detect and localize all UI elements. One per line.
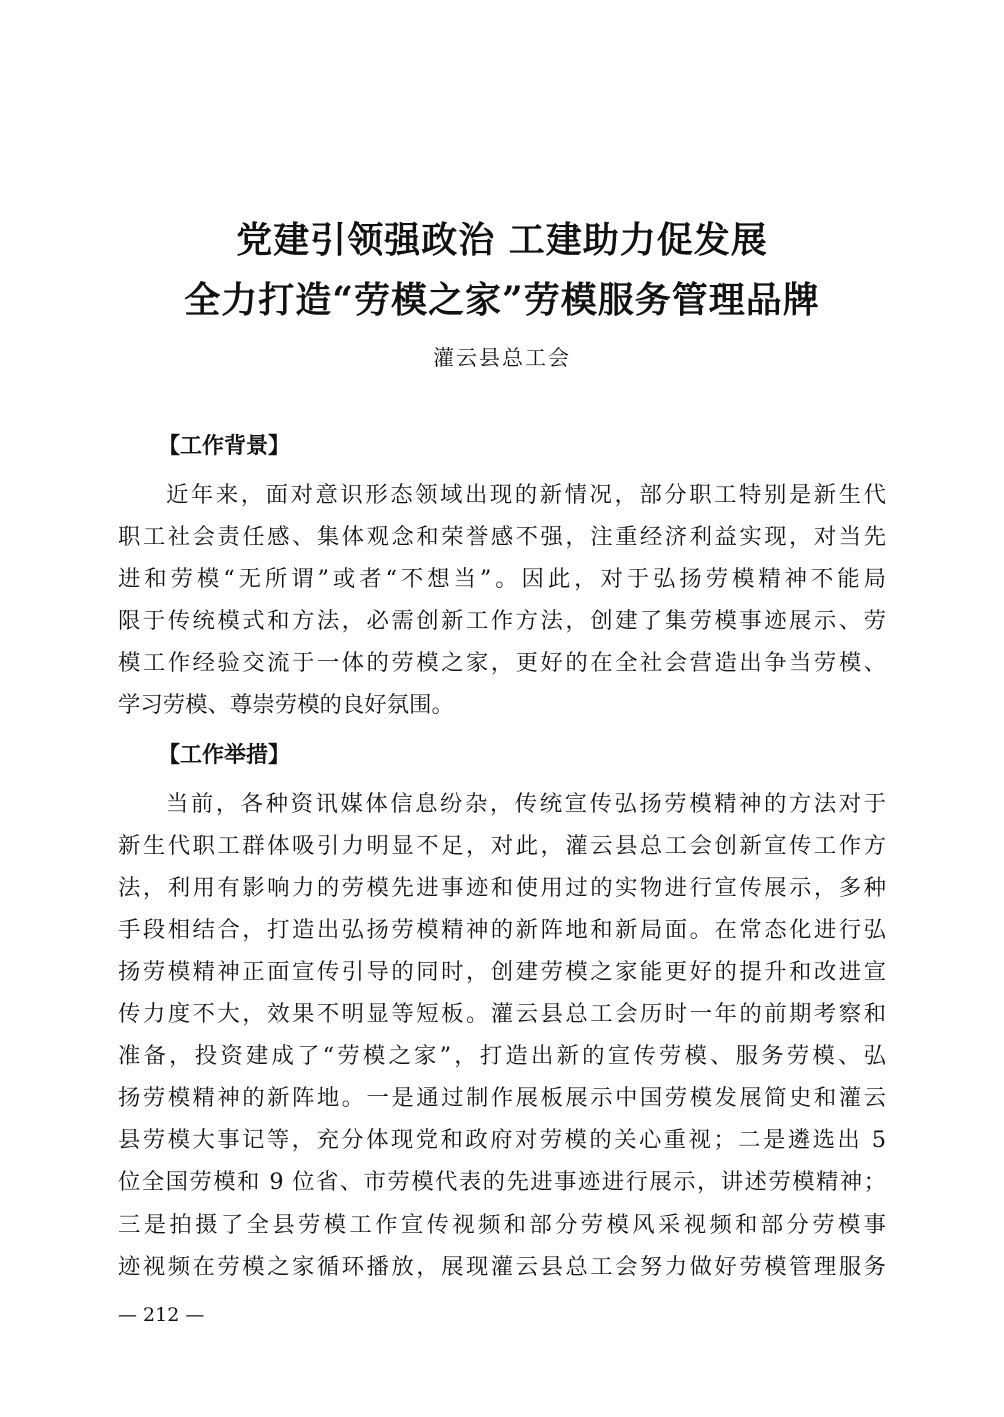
text-line: 限于传统模式和方法，必需创新工作方法，创建了集劳模事迹展示、劳 xyxy=(118,608,886,635)
text-line: 扬劳模精神正面宣传引导的同时，创建劳模之家能更好的提升和改进宣 xyxy=(118,958,886,985)
text-line: 学习劳模、尊崇劳模的良好氛围。 xyxy=(118,692,454,719)
text-line: 近年来，面对意识形态领域出现的新情况，部分职工特别是新生代 xyxy=(166,482,886,508)
text-line: 准备，投资建成了“劳模之家”，打造出新的宣传劳模、服务劳模、弘 xyxy=(118,1043,886,1070)
text-line: 扬劳模精神的新阵地。一是通过制作展板展示中国劳模发展简史和灌云 xyxy=(118,1085,886,1112)
page-number: — 212 — xyxy=(118,1304,205,1326)
text-line: 迹视频在劳模之家循环播放，展现灌云县总工会努力做好劳模管理服务 xyxy=(118,1253,886,1280)
text-line: 进和劳模“无所谓”或者“不想当”。因此，对于弘扬劳模精神不能局 xyxy=(118,566,886,593)
section-heading-measures: 【工作举措】 xyxy=(158,742,291,768)
text-line: 新生代职工群体吸引力明显不足，对此，灌云县总工会创新宣传工作方 xyxy=(118,832,886,859)
text-line: 传力度不大，效果不明显等短板。灌云县总工会历时一年的前期考察和 xyxy=(118,1001,886,1028)
title-line-1: 党建引领强政治 工建助力促发展 xyxy=(236,219,768,261)
paragraph-measures xyxy=(118,783,886,1288)
author: 灌云县总工会 xyxy=(433,346,571,370)
text-line: 位全国劳模和 9 位省、市劳模代表的先进事迹进行展示，讲述劳模精神； xyxy=(118,1169,886,1196)
text-line: 县劳模大事记等，充分体现党和政府对劳模的关心重视；二是遴选出 5 xyxy=(118,1127,886,1154)
paragraph-background xyxy=(118,474,886,727)
text-line: 法，利用有影响力的劳模先进事迹和使用过的实物进行宣传展示，多种 xyxy=(118,874,886,901)
section-heading-background: 【工作背景】 xyxy=(158,434,291,459)
title-line-2: 全力打造“劳模之家”劳模服务管理品牌 xyxy=(184,279,820,321)
text-line: 当前，各种资讯媒体信息纷杂，传统宣传弘扬劳模精神的方法对于 xyxy=(166,790,886,817)
text-line: 职工社会责任感、集体观念和荣誉感不强，注重经济利益实现，对当先 xyxy=(118,524,886,551)
text-line: 手段相结合，打造出弘扬劳模精神的新阵地和新局面。在常态化进行弘 xyxy=(118,916,886,943)
body-text xyxy=(118,426,886,1296)
text-line: 模工作经验交流于一体的劳模之家，更好的在全社会营造出争当劳模、 xyxy=(118,650,886,677)
text-line: 三是拍摄了全县劳模工作宣传视频和部分劳模风采视频和部分劳模事 xyxy=(118,1211,886,1238)
title-block xyxy=(0,210,1004,330)
